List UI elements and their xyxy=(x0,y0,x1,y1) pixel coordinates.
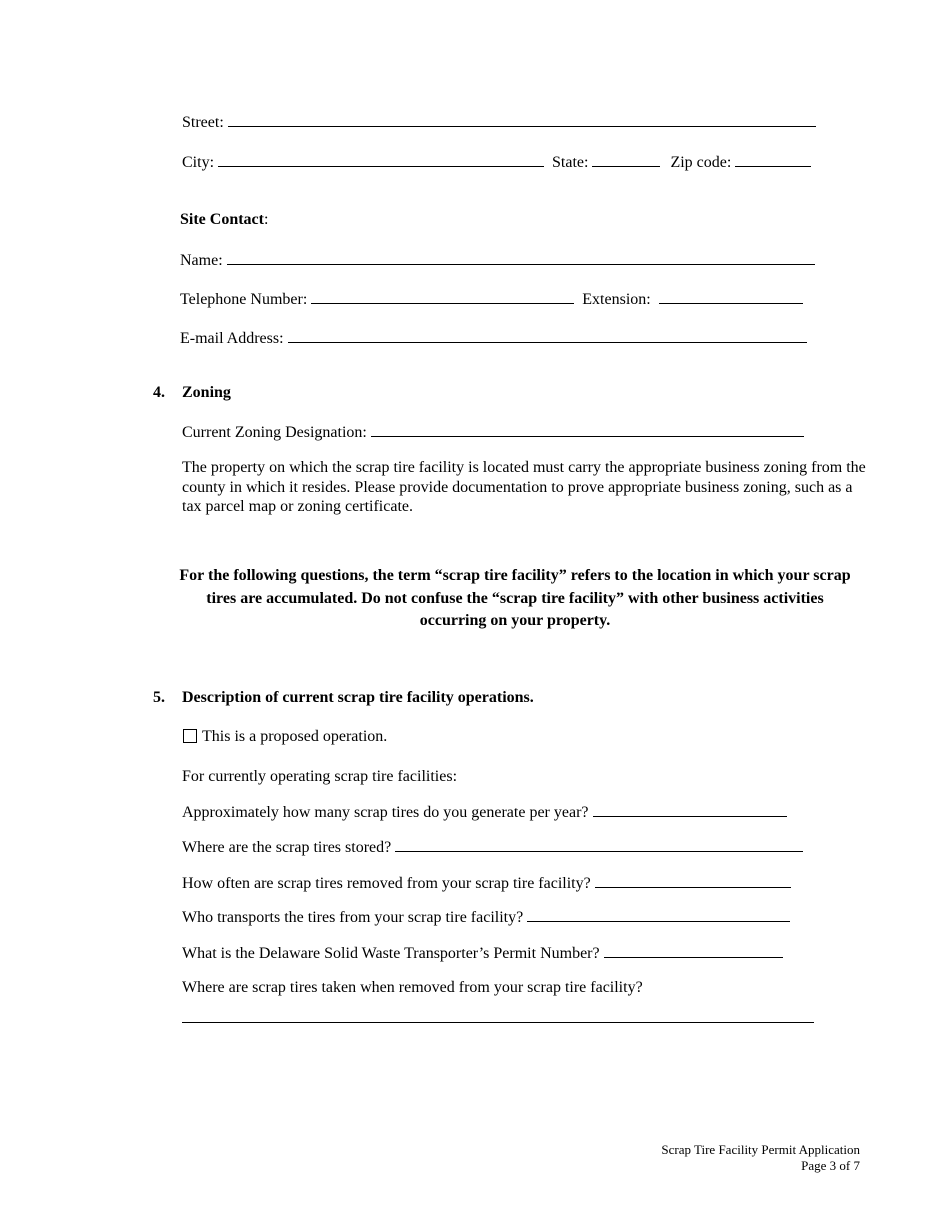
stored-answer-field[interactable] xyxy=(395,837,803,852)
proposed-operation-label: This is a proposed operation. xyxy=(202,728,388,745)
name-label: Name: xyxy=(180,252,223,269)
footer-title: Scrap Tire Facility Permit Application xyxy=(661,1142,860,1157)
zoning-designation-row xyxy=(182,422,804,442)
telephone-field[interactable] xyxy=(311,289,574,304)
stored-question-row xyxy=(182,837,803,857)
footer-page-number: Page 3 of 7 xyxy=(801,1158,860,1173)
operations-heading: Description of current scrap tire facility operations. xyxy=(182,689,534,706)
transports-answer-field[interactable] xyxy=(527,907,790,922)
zoning-number: 4. xyxy=(153,384,165,401)
taken-answer-row xyxy=(182,1008,814,1028)
permit-question-row xyxy=(182,943,783,963)
permit-question-label: What is the Delaware Solid Waste Transporter’s Permit Number? xyxy=(182,945,600,962)
street-row xyxy=(182,112,816,132)
generate-question-label: Approximately how many scrap tires do you generate per year? xyxy=(182,804,589,821)
transports-question-label: Who transports the tires from your scrap tire facility? xyxy=(182,909,524,926)
email-row xyxy=(180,328,807,348)
zip-field[interactable] xyxy=(735,152,811,167)
street-label: Street: xyxy=(182,114,224,131)
page-footer xyxy=(661,1142,860,1174)
generate-question-row xyxy=(182,802,787,822)
email-label: E-mail Address: xyxy=(180,330,284,347)
proposed-operation-row xyxy=(183,727,387,746)
removed-answer-field[interactable] xyxy=(595,873,791,888)
taken-question-label: Where are scrap tires taken when removed from your scrap tire facility? xyxy=(182,979,643,996)
scrap-tire-facility-notice: For the following questions, the term “scrap tire facility” refers to the location in which your scrap tires are accumulated. Do not confuse the “scrap tire facility” with other business activities occurring on your property. xyxy=(179,567,851,629)
extension-field[interactable] xyxy=(659,289,803,304)
telephone-row xyxy=(180,289,803,309)
taken-answer-field[interactable] xyxy=(182,1008,814,1023)
site-contact-heading-text: Site Contact xyxy=(180,211,264,228)
name-field[interactable] xyxy=(227,250,815,265)
state-field[interactable] xyxy=(592,152,660,167)
telephone-label: Telephone Number: xyxy=(180,291,308,308)
permit-answer-field[interactable] xyxy=(604,943,783,958)
site-contact-heading xyxy=(180,210,268,229)
name-row xyxy=(180,250,815,270)
transports-question-row xyxy=(182,907,790,927)
proposed-operation-checkbox[interactable] xyxy=(183,729,197,743)
removed-question-label: How often are scrap tires removed from your scrap tire facility? xyxy=(182,875,591,892)
stored-question-label: Where are the scrap tires stored? xyxy=(182,839,392,856)
city-field[interactable] xyxy=(218,152,544,167)
extension-label: Extension: xyxy=(582,291,651,308)
removed-question-row xyxy=(182,873,791,893)
state-label: State: xyxy=(552,154,589,171)
site-contact-heading-colon: : xyxy=(263,211,269,228)
operations-intro: For currently operating scrap tire facilities: xyxy=(182,768,458,785)
zoning-designation-field[interactable] xyxy=(371,422,804,437)
generate-answer-field[interactable] xyxy=(593,802,787,817)
email-field[interactable] xyxy=(288,328,807,343)
operations-number: 5. xyxy=(153,689,165,706)
zoning-designation-label: Current Zoning Designation: xyxy=(182,424,367,441)
street-field[interactable] xyxy=(228,112,816,127)
city-row xyxy=(182,152,811,172)
zoning-paragraph: The property on which the scrap tire facility is located must carry the appropriate business zoning from the county in which it resides. Please provide documentation to prove appropriate business zoning, such as a tax parcel map or zoning certificate. xyxy=(182,459,866,515)
zip-label: Zip code: xyxy=(670,154,732,171)
zoning-heading: Zoning xyxy=(182,384,231,401)
city-label: City: xyxy=(182,154,215,171)
